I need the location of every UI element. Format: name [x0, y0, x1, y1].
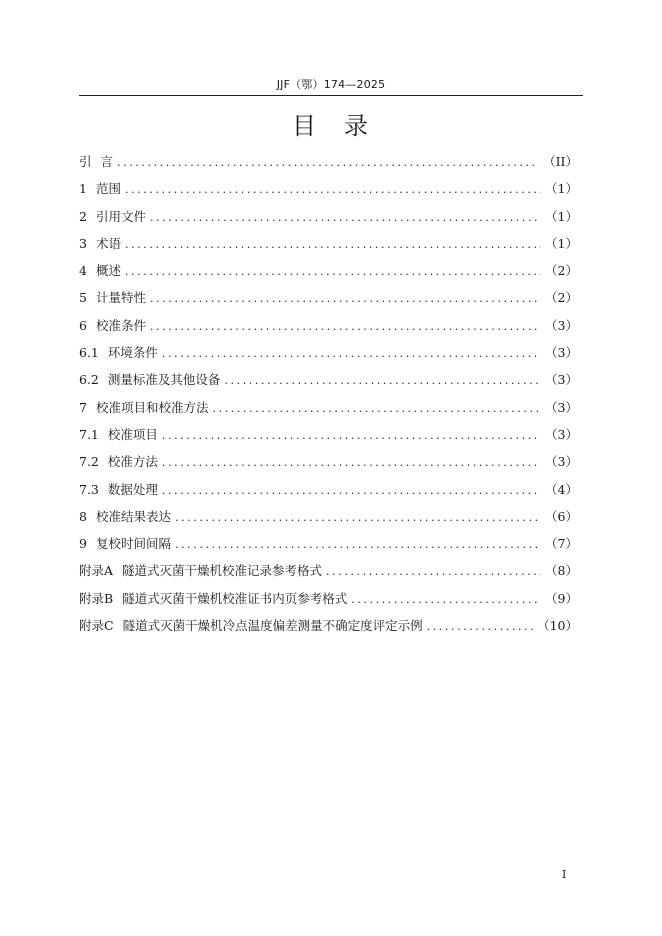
toc-entry-number: 5	[79, 290, 87, 306]
toc-dot-leader	[150, 289, 541, 309]
toc-entry-page: （3）	[545, 454, 578, 470]
toc-entry-environmental-conditions[interactable]	[79, 343, 578, 370]
toc-entry-page: （10）	[537, 618, 578, 634]
toc-entry-page: （2）	[545, 263, 578, 279]
toc-entry-measurement-standards[interactable]	[79, 370, 578, 397]
toc-entry-recalibration-interval[interactable]	[79, 534, 578, 561]
toc-dot-leader	[212, 399, 541, 419]
toc-entry-label: 复校时间间隔	[95, 536, 171, 552]
toc-entry-number: 9	[79, 536, 87, 552]
toc-entry-page: （3）	[545, 426, 578, 442]
toc-entry-number: 7	[79, 399, 87, 415]
toc-entry-label: 校准条件	[95, 317, 146, 333]
toc-entry-label: 言	[100, 154, 114, 169]
toc-entry-label: 计量特性	[95, 290, 146, 306]
toc-dot-leader	[117, 153, 539, 173]
toc-dot-leader	[162, 344, 541, 364]
toc-entry-number: 7.1	[79, 426, 99, 442]
toc-dot-leader	[162, 481, 541, 501]
toc-entry-page: （1）	[545, 235, 578, 251]
toc-dot-leader	[175, 508, 541, 528]
toc-entry-appendix-a[interactable]	[79, 561, 578, 588]
toc-entry-overview[interactable]	[79, 261, 578, 288]
toc-entry-calibration-methods[interactable]	[79, 452, 578, 479]
toc-title: 目 录	[292, 112, 370, 140]
toc-entry-page: （4）	[545, 481, 578, 497]
toc-entry-label: 校准项目和校准方法	[95, 399, 209, 415]
toc-dot-leader	[427, 617, 534, 637]
toc-entry-label: 隧道式灭菌干燥机校准记录参考格式	[122, 563, 323, 579]
toc-dot-leader	[150, 317, 541, 337]
toc-dot-leader	[175, 535, 541, 555]
toc-entry-page: （8）	[545, 563, 578, 579]
toc-entry-appendix-c[interactable]	[79, 616, 578, 643]
toc-entry-page: （3）	[545, 372, 578, 388]
toc-entry-label: 校准项目	[107, 426, 158, 442]
toc-entry-scope[interactable]	[79, 179, 578, 206]
toc-entry-number: 附录C	[79, 618, 114, 634]
toc-entry-label: 环境条件	[107, 345, 158, 361]
toc-entry-metrological-characteristics[interactable]	[79, 288, 578, 315]
toc-entry-number: 附录B	[79, 590, 114, 606]
toc-entry-label: 隧道式灭菌干燥机校准证书内页参考格式	[122, 590, 348, 606]
toc-entry-calibration-conditions[interactable]	[79, 316, 578, 343]
toc-entry-page: （2）	[545, 290, 578, 306]
toc-dot-leader	[125, 235, 541, 255]
toc-dot-leader	[125, 262, 541, 282]
toc-entry-references[interactable]	[79, 207, 578, 234]
toc-entry-number: 引	[79, 154, 92, 169]
toc-entry-label: 隧道式灭菌干燥机冷点温度偏差测量不确定度评定示例	[122, 618, 423, 634]
toc-entry-number: 4	[79, 263, 87, 279]
toc-entry-introduction[interactable]	[79, 152, 578, 179]
header-divider	[79, 95, 583, 96]
toc-entry-label: 测量标准及其他设备	[107, 372, 221, 388]
toc-entry-number: 8	[79, 508, 87, 524]
toc-entry-number: 3	[79, 235, 87, 251]
toc-entry-page: （3）	[545, 317, 578, 333]
toc-dot-leader	[150, 208, 541, 228]
standard-code-header: JJF（鄂）174—2025	[276, 78, 386, 91]
toc-dot-leader	[162, 453, 541, 473]
toc-entry-calibration-items[interactable]	[79, 425, 578, 452]
toc-entry-page: （II）	[543, 154, 578, 169]
toc-entry-calibration-items-and-methods[interactable]	[79, 398, 578, 425]
toc-entry-number: 1	[79, 181, 87, 197]
toc-entry-label: 校准方法	[107, 454, 158, 470]
toc-dot-leader	[351, 590, 541, 610]
toc-entry-appendix-b[interactable]	[79, 589, 578, 616]
toc-list	[79, 152, 578, 643]
page-number: I	[562, 868, 567, 881]
toc-entry-number: 7.3	[79, 481, 99, 497]
toc-entry-page: （3）	[545, 345, 578, 361]
toc-entry-label: 概述	[95, 263, 121, 279]
toc-entry-number: 6	[79, 317, 87, 333]
toc-entry-label: 数据处理	[107, 481, 158, 497]
toc-entry-number: 2	[79, 208, 87, 224]
toc-entry-label: 范围	[95, 181, 121, 197]
toc-dot-leader	[326, 562, 541, 582]
toc-entry-page: （3）	[545, 399, 578, 415]
toc-dot-leader	[125, 180, 541, 200]
toc-entry-data-processing[interactable]	[79, 480, 578, 507]
toc-entry-number: 6.2	[79, 372, 99, 388]
toc-entry-number: 7.2	[79, 454, 99, 470]
toc-entry-label: 术语	[95, 235, 121, 251]
toc-entry-label: 引用文件	[95, 208, 146, 224]
toc-entry-number: 6.1	[79, 345, 99, 361]
toc-entry-page: （1）	[545, 208, 578, 224]
toc-dot-leader	[162, 426, 541, 446]
toc-entry-number: 附录A	[79, 563, 114, 579]
toc-entry-page: （7）	[545, 536, 578, 552]
toc-entry-result-expression[interactable]	[79, 507, 578, 534]
toc-entry-page: （6）	[545, 508, 578, 524]
toc-entry-page: （9）	[545, 590, 578, 606]
toc-entry-page: （1）	[545, 181, 578, 197]
toc-entry-label: 校准结果表达	[95, 508, 171, 524]
toc-dot-leader	[224, 371, 541, 391]
toc-entry-terms[interactable]	[79, 234, 578, 261]
